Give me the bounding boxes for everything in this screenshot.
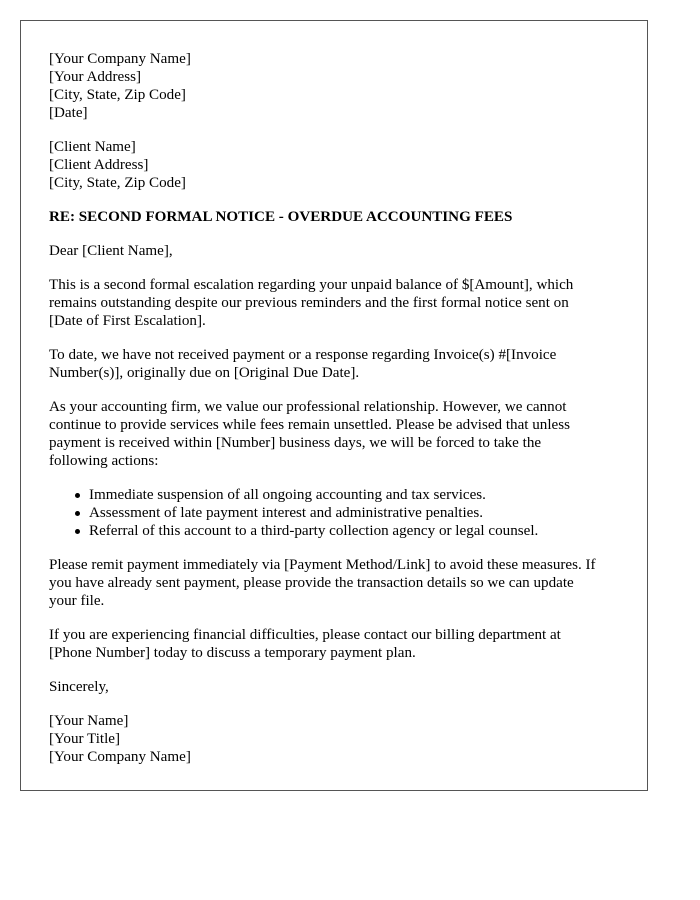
paragraph-line: your file. (49, 593, 105, 609)
subject-line: RE: SECOND FORMAL NOTICE - OVERDUE ACCOUNTING FEES (49, 209, 513, 225)
bullet-icon (75, 511, 80, 516)
letter-date: [Date] (49, 105, 88, 121)
signature-company: [Your Company Name] (49, 749, 191, 765)
recipient-city-state-zip: [City, State, Zip Code] (49, 175, 186, 191)
action-text: Assessment of late payment interest and administrative penalties. (89, 505, 484, 521)
paragraph-line: Please remit payment immediately via [Payment Method/Link] to avoid these measures. If (49, 557, 596, 573)
paragraph-line: continue to provide services while fees remain unsettled. Please be advised that unless (49, 417, 570, 433)
closing: Sincerely, (49, 679, 109, 695)
recipient-client-address: [Client Address] (49, 157, 149, 173)
salutation: Dear [Client Name], (49, 243, 173, 259)
bullet-icon (75, 493, 80, 498)
recipient-client-name: [Client Name] (49, 139, 136, 155)
paragraph-line: As your accounting firm, we value our professional relationship. However, we cannot (49, 399, 567, 415)
paragraph-line: This is a second formal escalation regarding your unpaid balance of $[Amount], which (49, 277, 574, 293)
paragraph-line: you have already sent payment, please provide the transaction details so we can update (49, 575, 574, 591)
paragraph-line: payment is received within [Number] business days, we will be forced to take the (49, 435, 542, 451)
signature-name: [Your Name] (49, 713, 129, 729)
list-item (89, 504, 647, 522)
paragraph-line: following actions: (49, 453, 159, 469)
paragraph-remit (49, 556, 647, 610)
paragraph-line: [Date of First Escalation]. (49, 313, 206, 329)
sender-company-name: [Your Company Name] (49, 51, 191, 67)
sender-address-block (49, 50, 647, 122)
recipient-address-block (49, 138, 647, 192)
paragraph-relationship (49, 398, 647, 470)
paragraph-line: To date, we have not received payment or a response regarding Invoice(s) #[Invoice (49, 347, 557, 363)
signature-title: [Your Title] (49, 731, 121, 747)
letter-page (20, 20, 648, 791)
paragraph-hardship (49, 626, 647, 662)
paragraph-line: [Phone Number] today to discuss a temporary payment plan. (49, 645, 416, 661)
action-text: Immediate suspension of all ongoing accounting and tax services. (89, 487, 486, 503)
sender-address: [Your Address] (49, 69, 141, 85)
list-item (89, 486, 647, 504)
signature-block (49, 712, 647, 766)
action-text: Referral of this account to a third-party collection agency or legal counsel. (89, 523, 539, 539)
paragraph-line: Number(s)], originally due on [Original Due Date]. (49, 365, 360, 381)
list-item (89, 522, 647, 540)
paragraph-line: remains outstanding despite our previous reminders and the first formal notice sent on (49, 295, 569, 311)
sender-city-state-zip: [City, State, Zip Code] (49, 87, 186, 103)
paragraph-escalation (49, 276, 647, 330)
actions-list (49, 486, 647, 540)
bullet-icon (75, 529, 80, 534)
paragraph-line: If you are experiencing financial difficulties, please contact our billing department at (49, 627, 561, 643)
paragraph-invoice (49, 346, 647, 382)
